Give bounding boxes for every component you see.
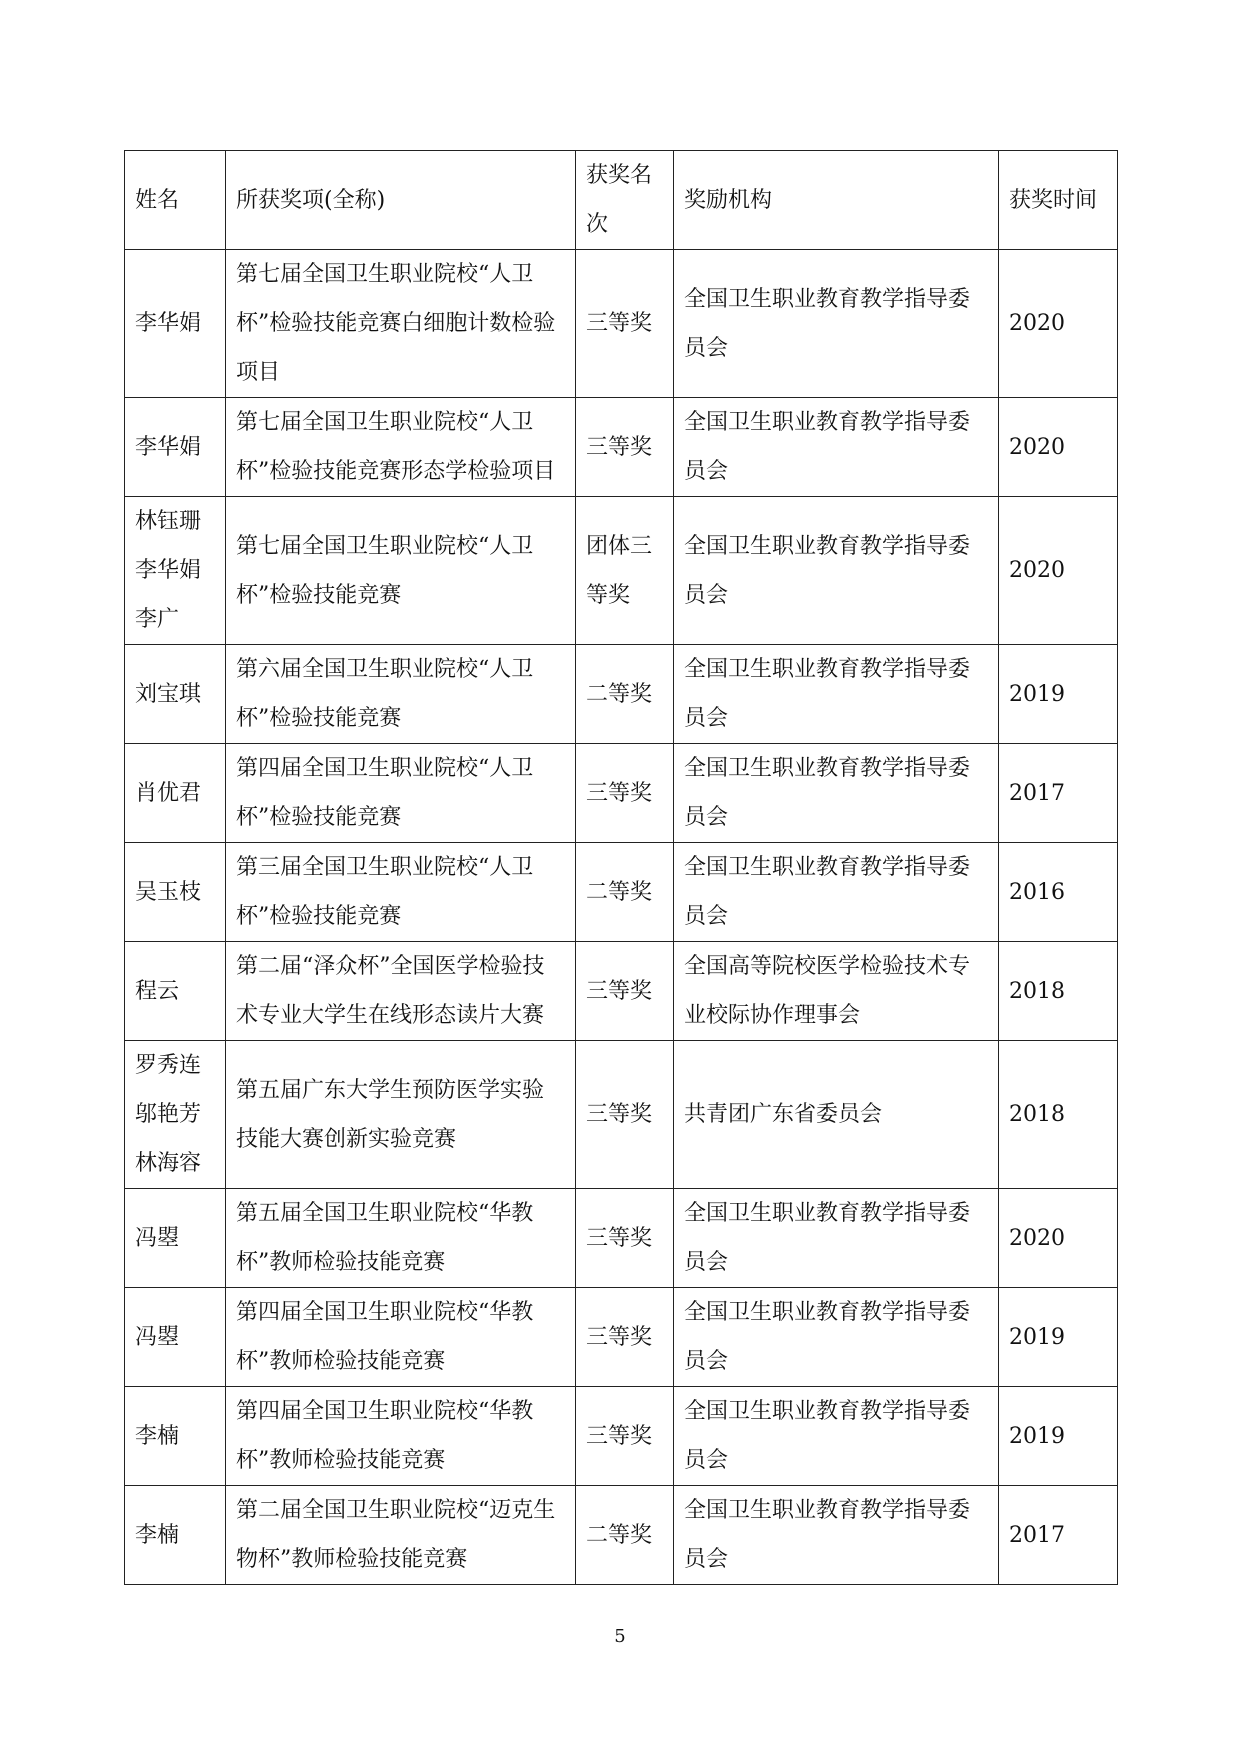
cell-award: 第五届广东大学生预防医学实验技能大赛创新实验竞赛 [226, 1041, 576, 1189]
cell-org: 全国卫生职业教育教学指导委员会 [674, 645, 999, 744]
cell-rank: 三等奖 [576, 1387, 674, 1486]
cell-rank: 三等奖 [576, 744, 674, 843]
cell-org: 全国卫生职业教育教学指导委员会 [674, 1189, 999, 1288]
table-row [125, 1486, 1118, 1585]
cell-name [125, 1189, 226, 1288]
cell-award: 第五届全国卫生职业院校“华教杯”教师检验技能竞赛 [226, 1189, 576, 1288]
cell-year: 2019 [999, 1387, 1118, 1486]
person-name: 李华娟 [135, 558, 202, 583]
cell-org: 全国卫生职业教育教学指导委员会 [674, 497, 999, 645]
header-award: 所获奖项(全称) [226, 151, 576, 250]
cell-award: 第七届全国卫生职业院校“人卫杯”检验技能竞赛白细胞计数检验项目 [226, 250, 576, 398]
cell-org: 全国卫生职业教育教学指导委员会 [674, 1288, 999, 1387]
table-row [125, 942, 1118, 1041]
cell-year: 2018 [999, 1041, 1118, 1189]
cell-org: 全国卫生职业教育教学指导委员会 [674, 398, 999, 497]
person-name: 李华娟 [135, 434, 202, 460]
person-name: 李华娟 [135, 311, 202, 336]
cell-name [125, 843, 226, 942]
cell-year: 2019 [999, 1288, 1118, 1387]
cell-name [125, 250, 226, 398]
cell-rank: 二等奖 [576, 843, 674, 942]
cell-award: 第三届全国卫生职业院校“人卫杯”检验技能竞赛 [226, 843, 576, 942]
cell-award: 第六届全国卫生职业院校“人卫杯”检验技能竞赛 [226, 645, 576, 744]
table-body [125, 250, 1118, 1585]
person-name: 李楠 [135, 1423, 180, 1449]
table-row [125, 744, 1118, 843]
person-name: 李楠 [135, 1522, 180, 1548]
table-row [125, 1288, 1118, 1387]
cell-award: 第四届全国卫生职业院校“华教杯”教师检验技能竞赛 [226, 1387, 576, 1486]
cell-rank: 三等奖 [576, 1288, 674, 1387]
cell-year: 2020 [999, 398, 1118, 497]
cell-year: 2019 [999, 645, 1118, 744]
cell-year: 2017 [999, 1486, 1118, 1585]
table-row [125, 497, 1118, 645]
cell-rank: 团体三等奖 [576, 497, 674, 645]
cell-name [125, 497, 226, 645]
cell-name [125, 645, 226, 744]
person-name: 肖优君 [135, 780, 202, 806]
cell-rank: 二等奖 [576, 1486, 674, 1585]
cell-rank: 三等奖 [576, 250, 674, 398]
cell-award: 第二届全国卫生职业院校“迈克生物杯”教师检验技能竞赛 [226, 1486, 576, 1585]
cell-org: 全国卫生职业教育教学指导委员会 [674, 1486, 999, 1585]
cell-award: 第四届全国卫生职业院校“人卫杯”检验技能竞赛 [226, 744, 576, 843]
cell-award: 第二届“泽众杯”全国医学检验技术专业大学生在线形态读片大赛 [226, 942, 576, 1041]
cell-name [125, 744, 226, 843]
header-year: 获奖时间 [999, 151, 1118, 250]
table-row [125, 398, 1118, 497]
cell-award: 第七届全国卫生职业院校“人卫杯”检验技能竞赛形态学检验项目 [226, 398, 576, 497]
cell-org: 全国卫生职业教育教学指导委员会 [674, 250, 999, 398]
cell-rank: 三等奖 [576, 942, 674, 1041]
cell-year: 2016 [999, 843, 1118, 942]
cell-rank: 三等奖 [576, 398, 674, 497]
header-row [125, 151, 1118, 250]
person-name: 林钰珊 [135, 509, 202, 534]
person-name: 林海容 [135, 1151, 202, 1176]
cell-award: 第四届全国卫生职业院校“华教杯”教师检验技能竞赛 [226, 1288, 576, 1387]
cell-org: 全国卫生职业教育教学指导委员会 [674, 744, 999, 843]
cell-award: 第七届全国卫生职业院校“人卫杯”检验技能竞赛 [226, 497, 576, 645]
cell-name [125, 1486, 226, 1585]
person-name: 程云 [135, 978, 180, 1004]
person-name: 吴玉枝 [135, 879, 202, 905]
table-row [125, 250, 1118, 398]
table-row [125, 843, 1118, 942]
cell-name [125, 398, 226, 497]
cell-year: 2020 [999, 250, 1118, 398]
cell-name [125, 942, 226, 1041]
cell-org: 全国卫生职业教育教学指导委员会 [674, 843, 999, 942]
person-name: 李广 [135, 607, 180, 632]
cell-year: 2017 [999, 744, 1118, 843]
cell-name [125, 1041, 226, 1189]
cell-year: 2020 [999, 497, 1118, 645]
cell-name [125, 1288, 226, 1387]
cell-rank: 三等奖 [576, 1189, 674, 1288]
table-row [125, 1041, 1118, 1189]
person-name: 冯曌 [135, 1324, 180, 1350]
header-org: 奖励机构 [674, 151, 999, 250]
person-name: 邬艳芳 [135, 1102, 202, 1127]
cell-org: 全国高等院校医学检验技术专业校际协作理事会 [674, 942, 999, 1041]
person-name: 冯曌 [135, 1225, 180, 1251]
header-name: 姓名 [125, 151, 226, 250]
header-rank: 获奖名次 [576, 151, 674, 250]
table-row [125, 1387, 1118, 1486]
cell-year: 2018 [999, 942, 1118, 1041]
table-row [125, 1189, 1118, 1288]
page-number: 5 [614, 1626, 626, 1647]
cell-name [125, 1387, 226, 1486]
cell-rank: 三等奖 [576, 1041, 674, 1189]
person-name: 罗秀连 [135, 1053, 202, 1078]
cell-rank: 二等奖 [576, 645, 674, 744]
person-name: 刘宝琪 [135, 681, 202, 707]
cell-org: 共青团广东省委员会 [674, 1041, 999, 1189]
table-row [125, 645, 1118, 744]
cell-org: 全国卫生职业教育教学指导委员会 [674, 1387, 999, 1486]
cell-year: 2020 [999, 1189, 1118, 1288]
awards-table [124, 150, 1118, 1585]
